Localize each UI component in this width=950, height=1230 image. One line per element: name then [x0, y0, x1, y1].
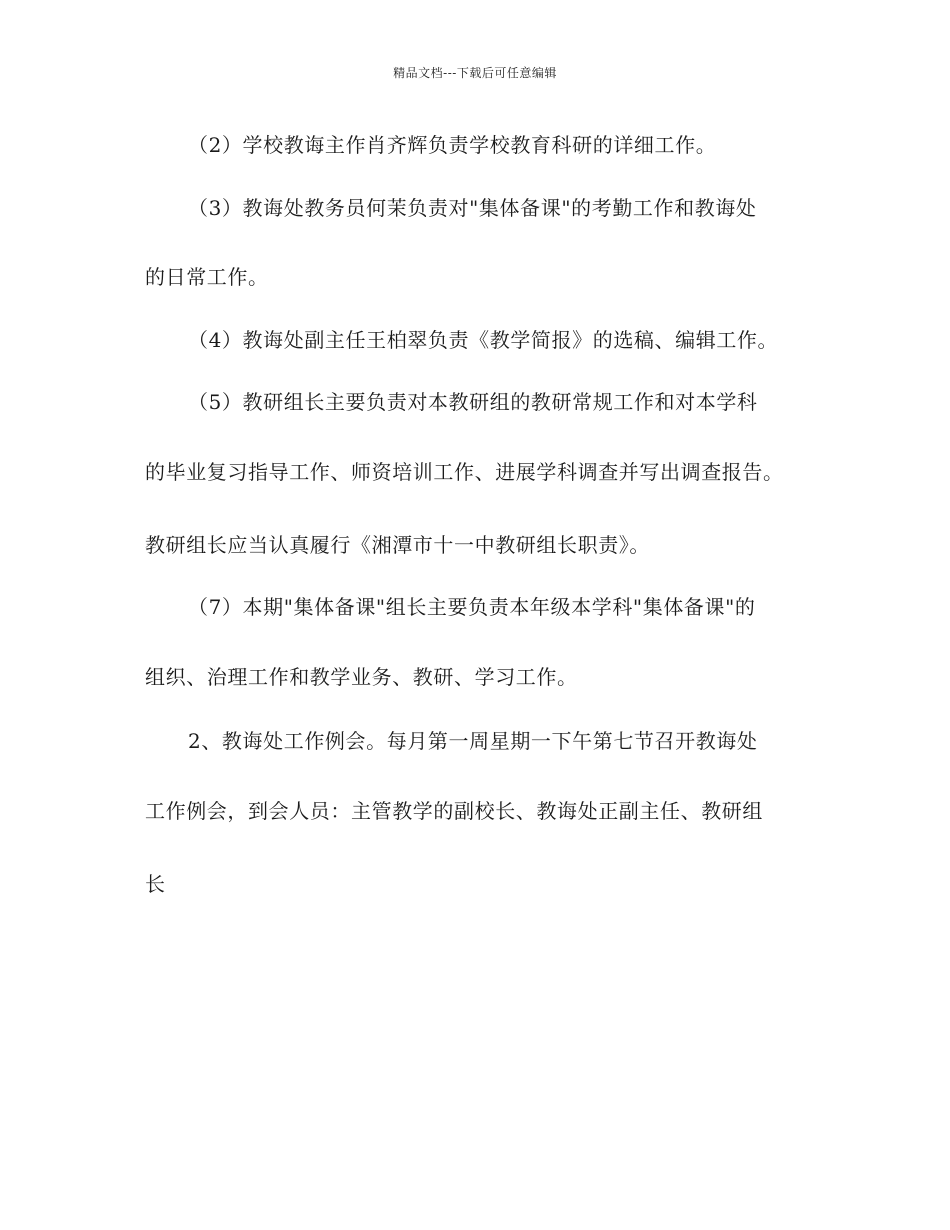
paragraph-line: 的毕业复习指导工作、师资培训工作、进展学科调查并写出调查报告。 [145, 460, 784, 484]
paragraph-line: （5）教研组长主要负责对本教研组的教研常规工作和对本学科 [188, 390, 758, 414]
paragraph-line: 2、教诲处工作例会。每月第一周星期一下午第七节召开教诲处 [188, 729, 758, 753]
paragraph-line: （7）本期"集体备课"组长主要负责本年级本学科"集体备课"的 [188, 595, 756, 619]
paragraph-line: 的日常工作。 [145, 265, 269, 289]
paragraph-line: （4）教诲处副主任王柏翠负责《教学简报》的选稿、编辑工作。 [188, 328, 779, 352]
paragraph-line: （3）教诲处教务员何茉负责对"集体备课"的考勤工作和教诲处 [188, 196, 757, 220]
paragraph-line: 组织、治理工作和教学业务、教研、学习工作。 [145, 665, 578, 689]
paragraph-line: 长 [145, 872, 166, 896]
paragraph-line: 工作例会，到会人员：主管教学的副校长、教诲处正副主任、教研组 [145, 799, 763, 823]
paragraph-line: （2）学校教诲主作肖齐辉负责学校教育科研的详细工作。 [188, 133, 717, 157]
paragraph-line: 教研组长应当认真履行《湘潭市十一中教研组长职责》。 [145, 533, 650, 557]
page-header: 精品文档---下载后可任意编辑 [393, 66, 557, 80]
